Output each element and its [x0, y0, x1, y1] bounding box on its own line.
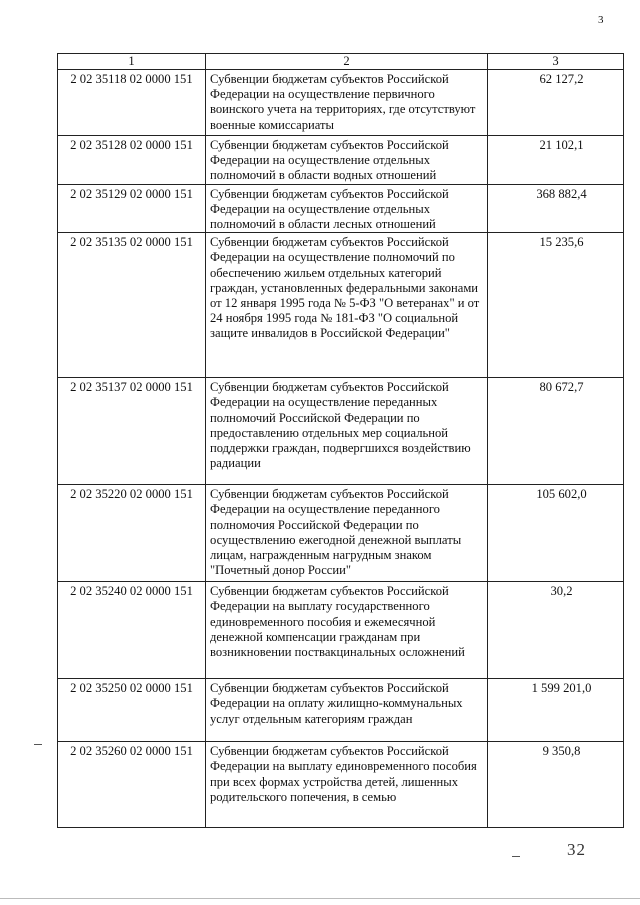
handwritten-page-stamp: 32 [567, 840, 586, 859]
table-row [58, 233, 624, 378]
column-header-description: 2 [206, 54, 488, 70]
row-amount: 30,2 [550, 584, 573, 599]
row-code: 2 02 35118 02 0000 151 [58, 70, 206, 136]
row-description: Субвенции бюджетам субъектов Российской Федерации на выплату единовременного пособия при всех формах устройства детей, лишенных родительского попечения, в семью [206, 742, 488, 828]
scan-edge-line [0, 898, 640, 899]
row-amount: 368 882,4 [536, 186, 587, 201]
table-row [58, 582, 624, 679]
table-row [58, 378, 624, 485]
row-description: Субвенции бюджетам субъектов Российской Федерации на осуществление полномочий по обеспечению жильем отдельных категорий граждан, установленных федеральными законами от 12 января 1995 года № 5-ФЗ "О ветеранах" и от 24 ноября 1995 года № 181-ФЗ "О социальной защите инвалидов в Российской Федерации" [206, 233, 488, 378]
row-code: 2 02 35260 02 0000 151 [58, 742, 206, 828]
table-row [58, 70, 624, 136]
row-code: 2 02 35220 02 0000 151 [58, 485, 206, 582]
table-row [58, 485, 624, 582]
table-row [58, 136, 624, 185]
row-amount: 21 102,1 [539, 138, 584, 152]
row-description: Субвенции бюджетам субъектов Российской Федерации на выплату государственного единовременного пособия и ежемесячной денежной компенсации гражданам при возникновении поствакцинальных осложнений [206, 582, 488, 679]
row-code: 2 02 35135 02 0000 151 [58, 233, 206, 378]
row-code: 2 02 35240 02 0000 151 [58, 582, 206, 679]
row-amount: 9 350,8 [542, 744, 581, 759]
table-header-row [58, 54, 624, 70]
table-row [58, 184, 624, 233]
row-code: 2 02 35250 02 0000 151 [58, 679, 206, 742]
row-amount: 80 672,7 [539, 380, 584, 395]
scan-mark [34, 744, 42, 745]
scan-mark [512, 856, 520, 857]
row-amount: 62 127,2 [539, 72, 584, 86]
column-header-amount: 3 [488, 54, 624, 70]
row-description: Субвенции бюджетам субъектов Российской Федерации на осуществление первичного воинского учета на территориях, где отсутствуют военные комиссариаты [206, 70, 488, 136]
row-code: 2 02 35129 02 0000 151 [58, 184, 206, 233]
row-description: Субвенции бюджетам субъектов Российской Федерации на осуществление отдельных полномочий в области водных отношений [206, 136, 488, 185]
revenue-table [57, 53, 624, 828]
row-code: 2 02 35128 02 0000 151 [58, 136, 206, 185]
row-description: Субвенции бюджетам субъектов Российской Федерации на осуществление переданного полномочия Российской Федерации по осуществлению ежегодной денежной выплаты лицам, награжденным нагрудным знаком "Почетный донор России" [206, 485, 488, 582]
revenue-table-container [57, 53, 623, 828]
column-header-code: 1 [58, 54, 206, 70]
table-row [58, 742, 624, 828]
row-amount: 105 602,0 [536, 487, 587, 502]
table-row [58, 679, 624, 742]
row-amount: 1 599 201,0 [531, 681, 592, 696]
row-description: Субвенции бюджетам субъектов Российской Федерации на оплату жилищно-коммунальных услуг отдельным категориям граждан [206, 679, 488, 742]
row-code: 2 02 35137 02 0000 151 [58, 378, 206, 485]
row-amount: 15 235,6 [539, 235, 584, 250]
row-description: Субвенции бюджетам субъектов Российской Федерации на осуществление переданных полномочий Российской Федерации по предоставлению отдельных мер социальной поддержки граждан, подвергшихся воздействию радиации [206, 378, 488, 485]
row-description: Субвенции бюджетам субъектов Российской Федерации на осуществление отдельных полномочий в области лесных отношений [206, 184, 488, 233]
page-number: 3 [598, 14, 604, 26]
